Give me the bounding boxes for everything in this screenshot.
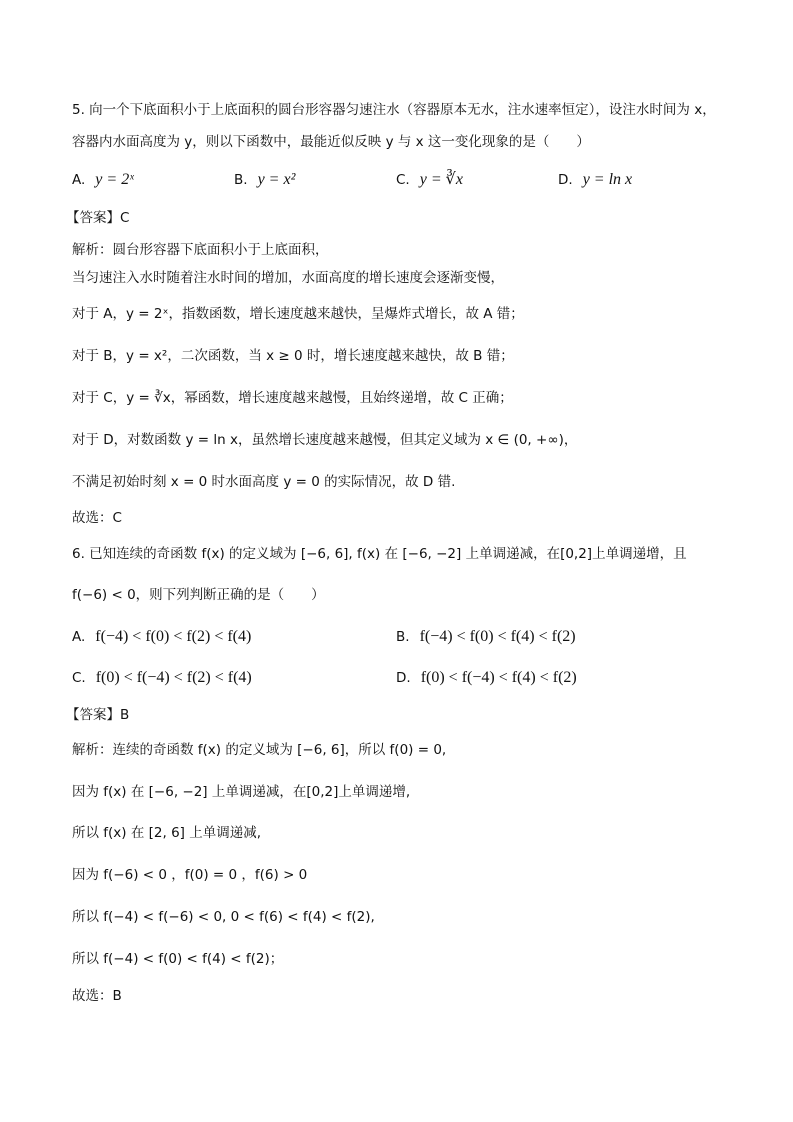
q6-stem-line1: 6. 已知连续的奇函数 f(x) 的定义域为 [−6, 6], f(x) 在 [−6, −2] 上单调递减，在[0,2]上单调递增，且 [72, 546, 687, 562]
q6-analysis-1: 因为 f(x) 在 [−6, −2] 上单调递减，在[0,2]上单调递增, [72, 784, 411, 800]
q5-analysis-5: 对于 D，对数函数 y = ln x，虽然增长速度越来越慢，但其定义域为 x ∈ (0, +∞)， [72, 432, 578, 448]
q6-option-a-label: A. [72, 629, 86, 645]
q5-analysis-2: 对于 A，y = 2ˣ，指数函数，增长速度越来越快，呈爆炸式增长，故 A 错； [72, 306, 524, 322]
q6-analysis-4: 所以 f(−4) < f(−6) < 0, 0 < f(6) < f(4) < f(2), [72, 909, 375, 925]
q6-option-b-math: f(−4) < f(0) < f(4) < f(2) [419, 628, 576, 645]
q6-option-a-math: f(−4) < f(0) < f(2) < f(4) [95, 628, 252, 645]
q5-option-a-label: A. [72, 172, 86, 188]
q5-stem-line2: 容器内水面高度为 y，则以下函数中，最能近似反映 y 与 x 这一变化现象的是（ ） [72, 134, 590, 150]
q5-analysis-3: 对于 B，y = x²，二次函数，当 x ≥ 0 时，增长速度越来越快，故 B 错； [72, 348, 514, 364]
q5-option-c-math: y = ∛x [419, 171, 463, 188]
q5-option-d-label: D. [558, 172, 573, 188]
q5-option-d [558, 170, 632, 190]
q6-option-b-label: B. [396, 629, 410, 645]
q6-analysis-5: 所以 f(−4) < f(0) < f(4) < f(2)； [72, 951, 284, 967]
q6-option-c [72, 668, 252, 688]
q5-analysis-0: 解析：圆台形容器下底面积小于上底面积， [72, 242, 329, 258]
q5-option-a [72, 170, 134, 190]
q5-option-b-math: y = x² [257, 171, 296, 188]
q6-option-c-math: f(0) < f(−4) < f(2) < f(4) [95, 669, 252, 686]
q6-stem-line2: f(−6) < 0，则下列判断正确的是（ ） [72, 587, 325, 603]
q6-answer: 【答案】B [66, 707, 130, 723]
q6-option-d-label: D. [396, 670, 411, 686]
q5-option-b [234, 170, 295, 190]
q6-option-c-label: C. [72, 670, 86, 686]
q5-analysis-7: 故选：C [72, 510, 122, 526]
q5-analysis-1: 当匀速注入水时随着注水时间的增加，水面高度的增长速度会逐渐变慢， [72, 270, 504, 286]
q5-option-c [396, 170, 463, 190]
q6-analysis-0: 解析：连续的奇函数 f(x) 的定义域为 [−6, 6]，所以 f(0) = 0, [72, 742, 447, 758]
q5-analysis-6: 不满足初始时刻 x = 0 时水面高度 y = 0 的实际情况，故 D 错. [72, 474, 456, 490]
q5-analysis-4: 对于 C，y = ∛x，幂函数，增长速度越来越慢，且始终递增，故 C 正确； [72, 390, 513, 406]
q6-option-d-math: f(0) < f(−4) < f(4) < f(2) [420, 669, 577, 686]
q6-option-a [72, 627, 251, 647]
q5-option-d-math: y = ln x [582, 171, 633, 188]
q6-analysis-2: 所以 f(x) 在 [2, 6] 上单调递减, [72, 825, 262, 841]
q5-answer: 【答案】C [66, 210, 130, 226]
q6-option-d [396, 668, 577, 688]
q6-option-b [396, 627, 576, 647]
q6-analysis-6: 故选：B [72, 988, 122, 1004]
q5-option-c-label: C. [396, 172, 410, 188]
q6-analysis-3: 因为 f(−6) < 0 ，f(0) = 0 ，f(6) > 0 [72, 867, 308, 883]
q5-option-a-math: y = 2ˣ [95, 171, 134, 188]
q5-option-b-label: B. [234, 172, 248, 188]
q5-stem-line1: 5. 向一个下底面积小于上底面积的圆台形容器匀速注水（容器原本无水，注水速率恒定），设注水时间为 x， [72, 102, 716, 118]
